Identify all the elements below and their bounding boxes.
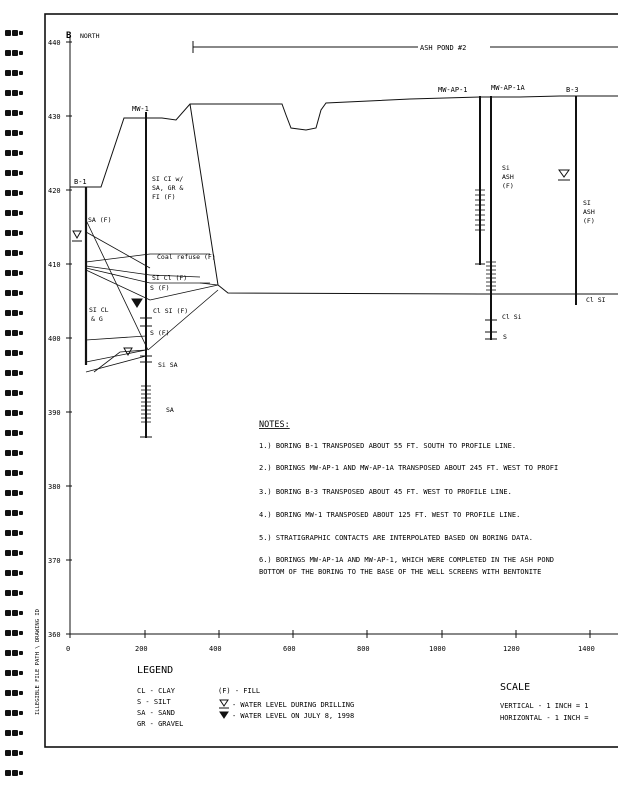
binder-hole	[4, 88, 24, 96]
distance-tick-label: 200	[135, 645, 148, 653]
legend-fill-entry: (F) - FILL	[218, 687, 261, 695]
elevation-tick-label: 430	[48, 113, 61, 121]
scale-line: VERTICAL - 1 INCH = 1	[500, 702, 589, 710]
binder-hole	[4, 68, 24, 76]
binder-hole	[4, 468, 24, 476]
legend-title: LEGEND	[137, 665, 174, 676]
binder-holes	[4, 28, 26, 788]
soil-unit-label: SI CL & G	[89, 306, 109, 323]
boring-label: B-1	[74, 178, 87, 186]
elevation-tick-label: 370	[48, 557, 61, 565]
elevation-tick-label: 420	[48, 187, 61, 195]
stratigraphic-contacts	[86, 220, 218, 372]
ground-surface-line	[70, 96, 618, 187]
distance-tick-label: 1400	[578, 645, 595, 653]
binder-hole	[4, 368, 24, 376]
note-line: 4.) BORING MW-1 TRANSPOSED ABOUT 125 FT. WEST TO PROFILE LINE.	[259, 511, 521, 519]
binder-hole	[4, 728, 24, 736]
note-line: 6.) BORINGS MW-AP-1A AND MW-AP-1, WHICH WERE COMPLETED IN THE ASH POND	[259, 556, 555, 564]
soil-unit-label: SA	[166, 406, 174, 414]
note-line: 2.) BORINGS MW-AP-1 AND MW-AP-1A TRANSPOSED ABOUT 245 FT. WEST TO PROFI	[259, 464, 559, 472]
binder-hole	[4, 28, 24, 36]
legend-water-entry: - WATER LEVEL DURING DRILLING	[232, 701, 355, 709]
binder-hole	[4, 628, 24, 636]
soil-unit-label: S (F)	[150, 284, 170, 292]
binder-hole	[4, 328, 24, 336]
binder-hole	[4, 348, 24, 356]
legend-entry: SA - SAND	[137, 709, 175, 717]
binder-hole	[4, 668, 24, 676]
boring-mwap1	[475, 96, 485, 265]
soil-unit-label: S (F)	[150, 329, 170, 337]
soil-unit-label: Si ASH (F)	[502, 164, 514, 190]
boring-mwap1a	[485, 96, 497, 340]
ash-pond-extent-marker	[193, 41, 618, 53]
drawing-file-path: ILLEGIBLE FILE PATH \ DRAWING ID	[35, 609, 41, 715]
soil-unit-label: SA (F)	[88, 216, 112, 224]
elevation-tick-label: 410	[48, 261, 61, 269]
binder-hole	[4, 748, 24, 756]
scale-title: SCALE	[500, 682, 531, 693]
binder-hole	[4, 488, 24, 496]
water-level-july-symbol	[132, 299, 142, 307]
drawing-border	[45, 14, 618, 747]
soil-unit-label: Cl Si	[502, 313, 522, 321]
distance-tick-label: 400	[209, 645, 222, 653]
binder-hole	[4, 308, 24, 316]
binder-hole	[4, 408, 24, 416]
note-line: 3.) BORING B-3 TRANSPOSED ABOUT 45 FT. WEST TO PROFILE LINE.	[259, 488, 512, 496]
binder-hole	[4, 588, 24, 596]
binder-hole	[4, 548, 24, 556]
binder-hole	[4, 48, 24, 56]
binder-hole	[4, 708, 24, 716]
distance-tick-label: 600	[283, 645, 296, 653]
scale-line: HORIZONTAL - 1 INCH =	[500, 714, 589, 722]
binder-hole	[4, 648, 24, 656]
binder-hole	[4, 448, 24, 456]
boring-label: B-3	[566, 86, 579, 94]
legend-entry: CL - CLAY	[137, 687, 175, 695]
binder-hole	[4, 188, 24, 196]
boring-label: MW-AP-1	[438, 86, 468, 94]
binder-hole	[4, 388, 24, 396]
note-line: 1.) BORING B-1 TRANSPOSED ABOUT 55 FT. SOUTH TO PROFILE LINE.	[259, 442, 517, 450]
elevation-tick-label: 440	[48, 39, 61, 47]
binder-hole	[4, 208, 24, 216]
section-end-direction: NORTH	[80, 32, 100, 40]
binder-hole	[4, 528, 24, 536]
elevation-tick-label: 380	[48, 483, 61, 491]
soil-unit-label: SI Cl (F)	[152, 274, 188, 282]
elevation-tick-label: 360	[48, 631, 61, 639]
binder-hole	[4, 108, 24, 116]
soil-unit-label: Si SA	[158, 361, 178, 369]
elevation-tick-label: 400	[48, 335, 61, 343]
binder-hole	[4, 768, 24, 776]
note-line: 5.) STRATIGRAPHIC CONTACTS ARE INTERPOLATED BASED ON BORING DATA.	[259, 534, 533, 542]
soil-unit-label: SI ASH (F)	[583, 199, 595, 225]
soil-unit-label: Cl SI	[586, 296, 606, 304]
binder-hole	[4, 268, 24, 276]
binder-hole	[4, 248, 24, 256]
binder-hole	[4, 128, 24, 136]
binder-hole	[4, 508, 24, 516]
binder-hole	[4, 148, 24, 156]
legend-water-entry: - WATER LEVEL ON JULY 8, 1998	[232, 712, 355, 720]
binder-hole	[4, 688, 24, 696]
ash-pond-bottom-line	[190, 104, 618, 294]
distance-tick-label: 800	[357, 645, 370, 653]
notes-title: NOTES:	[259, 420, 290, 430]
distance-tick-label: 1200	[503, 645, 520, 653]
section-end-letter: B	[66, 31, 72, 41]
distance-tick-label: 1000	[429, 645, 446, 653]
elevation-tick-label: 390	[48, 409, 61, 417]
legend-entry: S - SILT	[137, 698, 171, 706]
soil-unit-label: S	[503, 333, 507, 341]
binder-hole	[4, 228, 24, 236]
distance-tick-label: 0	[66, 645, 71, 653]
boring-label: MW-AP-1A	[491, 84, 525, 92]
soil-unit-label: Cl SI (F)	[153, 307, 189, 315]
legend-water-symbols	[219, 700, 229, 718]
note-line: BOTTOM OF THE BORING TO THE BASE OF THE WELL SCREENS WITH BENTONITE	[259, 568, 542, 576]
boring-label: MW-1	[132, 105, 149, 113]
ash-pond-label: ASH POND #2	[420, 44, 467, 52]
soil-unit-label: SI CI w/ SA, GR & FI (F)	[152, 175, 184, 201]
binder-hole	[4, 568, 24, 576]
soil-unit-label: Coal refuse (F)	[157, 253, 216, 261]
binder-hole	[4, 608, 24, 616]
legend-entry: GR - GRAVEL	[137, 720, 184, 728]
binder-hole	[4, 428, 24, 436]
elevation-ticks	[66, 42, 72, 634]
binder-hole	[4, 168, 24, 176]
binder-hole	[4, 288, 24, 296]
